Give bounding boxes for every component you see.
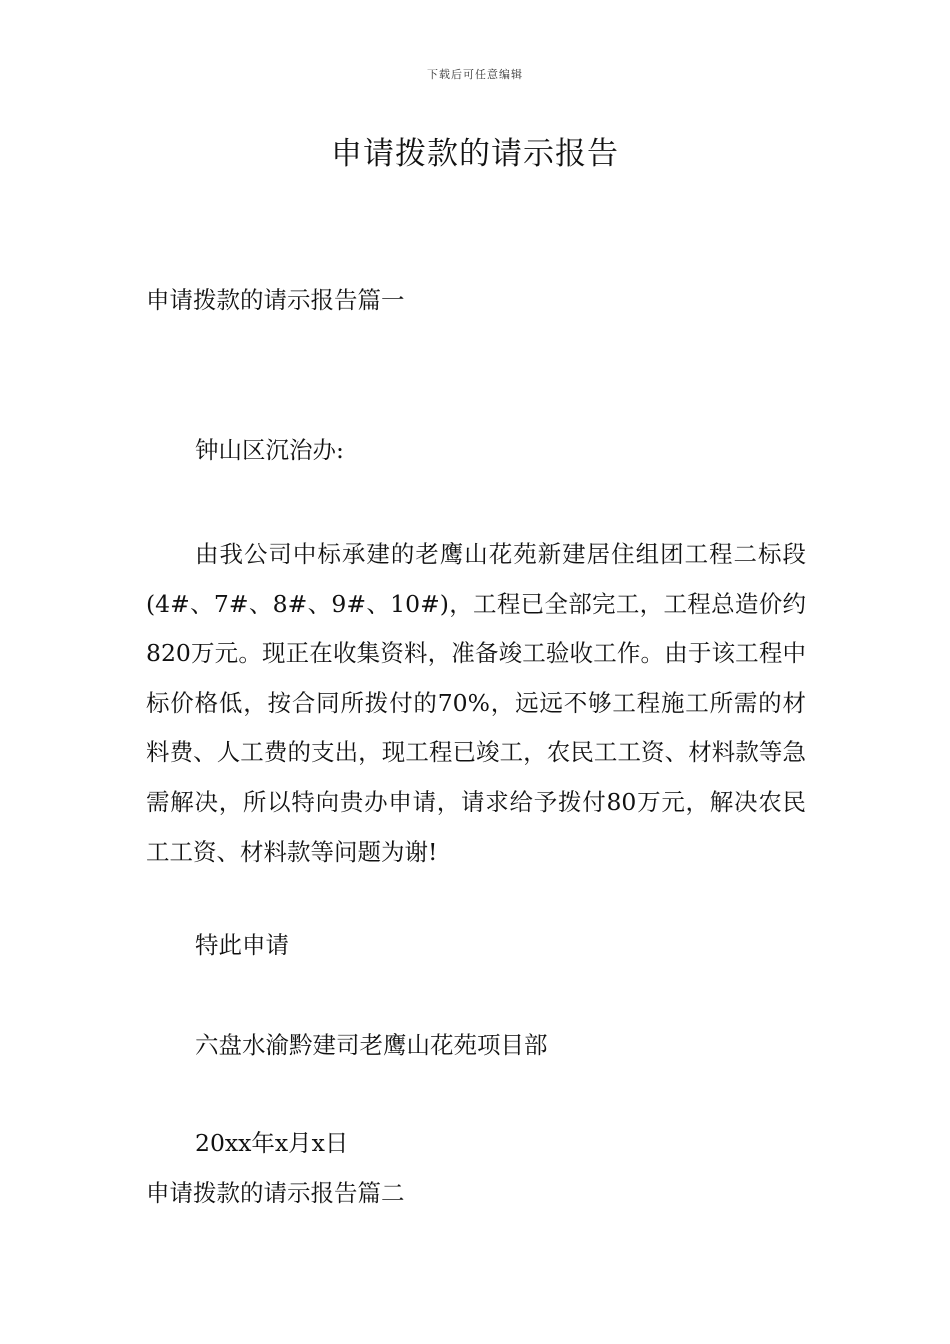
date-line: 20xx年x月x日 — [195, 1129, 349, 1157]
header-note: 下载后可任意编辑 — [427, 68, 523, 81]
addressee: 钟山区沉治办: — [195, 436, 344, 464]
signature-line: 六盘水渝黔建司老鹰山花苑项目部 — [195, 1031, 548, 1059]
page-title: 申请拨款的请示报告 — [331, 136, 619, 172]
closing-line: 特此申请 — [195, 931, 289, 959]
body-paragraph: 由我公司中标承建的老鹰山花苑新建居住组团工程二标段(4#、7#、8#、9#、10#)，工程已全部完工，工程总造价约820万元。现正在收集资料，准备竣工验收工作。由于该工程中标价格低，按合同所拨付的70%，远远不够工程施工所需的材料费、人工费的支出，现工程已竣工，农民工工资、材料款等急需解决，所以特向贵办申请，请求给予拨付80万元，解决农民工工资、材料款等问题为谢! — [146, 540, 806, 866]
section-one-heading: 申请拨款的请示报告篇一 — [146, 286, 405, 314]
section-two-heading: 申请拨款的请示报告篇二 — [146, 1179, 405, 1207]
